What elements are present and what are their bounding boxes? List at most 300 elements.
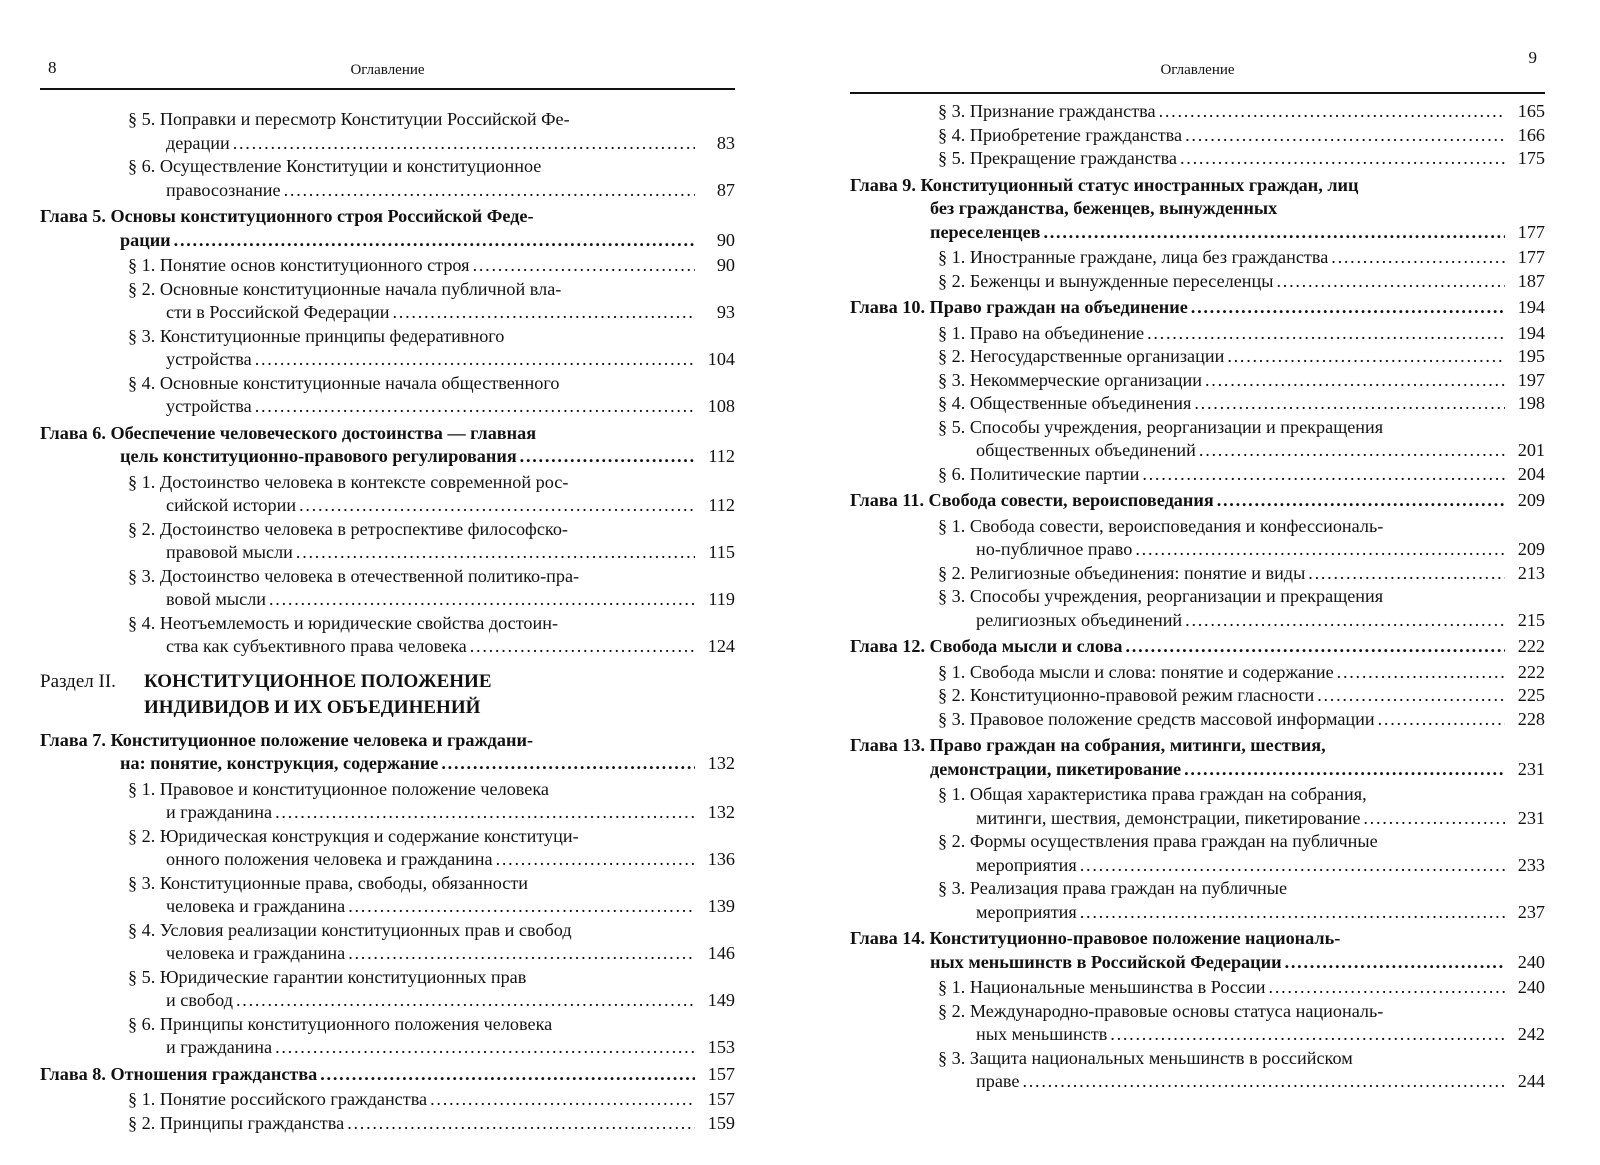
dot-leader	[299, 494, 695, 518]
toc-line	[166, 942, 735, 966]
toc-title-text: мероприятия	[976, 854, 1077, 875]
toc-line	[938, 976, 1545, 1000]
toc-section[interactable]	[128, 254, 735, 278]
toc-line	[128, 155, 735, 179]
header-rule	[850, 92, 1545, 94]
toc-page-number: 104	[707, 349, 735, 369]
toc-section[interactable]	[938, 246, 1545, 270]
toc-section[interactable]	[938, 585, 1545, 632]
toc-chapter[interactable]	[850, 174, 1545, 245]
toc-title-text: § 1. Национальные меньшинства в России	[938, 977, 1266, 997]
toc-line	[976, 439, 1545, 463]
toc-line	[930, 951, 1545, 975]
dot-leader	[1080, 854, 1505, 878]
toc-section[interactable]	[938, 1000, 1545, 1047]
toc-line	[938, 270, 1545, 294]
toc-section[interactable]	[938, 270, 1545, 294]
dot-leader	[1194, 392, 1505, 416]
toc-line	[850, 734, 1545, 758]
toc-line	[850, 927, 1545, 951]
toc-section[interactable]	[938, 100, 1545, 124]
toc-line	[128, 278, 735, 302]
dot-leader	[284, 179, 695, 203]
toc-title-text: § 3. Правовое положение средств массовой информации	[938, 708, 1375, 729]
dot-leader	[1205, 369, 1505, 393]
toc-line	[128, 872, 735, 896]
toc-line	[938, 830, 1545, 854]
toc-page-number: 201	[1517, 440, 1545, 460]
toc-line	[128, 565, 735, 589]
toc-title-text: § 2. Юридическая конструкция и содержание конституци-	[128, 825, 579, 846]
toc-line	[938, 783, 1545, 807]
toc-line	[120, 445, 735, 469]
toc-title-text: § 1. Достоинство человека в контексте современной рос-	[128, 471, 569, 492]
toc-line	[938, 369, 1545, 393]
toc-page-number: 93	[716, 302, 735, 322]
toc-title-text: мероприятия	[976, 901, 1077, 922]
toc-title-text: сийской истории	[166, 495, 297, 515]
toc-page-number: 153	[707, 1037, 735, 1057]
toc-section[interactable]	[128, 108, 735, 155]
toc-title-text: и гражданина	[166, 1037, 273, 1057]
toc-section[interactable]	[938, 345, 1545, 369]
toc-title-text: § 4. Неотъемлемость и юридические свойства достоин-	[128, 612, 559, 633]
toc-title-text: § 2. Принципы гражданства	[128, 1112, 345, 1133]
toc-line	[166, 395, 735, 419]
toc-title-text: но-публичное право	[976, 539, 1133, 559]
toc-line	[938, 515, 1545, 539]
toc-page-number: 240	[1517, 977, 1545, 997]
toc-page-number: 124	[707, 636, 735, 656]
toc-section[interactable]	[128, 1013, 735, 1060]
toc-page-number: 119	[708, 589, 735, 609]
toc-line	[938, 124, 1545, 148]
dot-leader	[1184, 758, 1505, 782]
toc-page-number: 209	[1517, 539, 1545, 559]
toc-line	[128, 1013, 735, 1037]
toc-title-text: § 2. Религиозные объединения: понятие и виды	[938, 562, 1306, 583]
toc-title-text: общественных объединений	[976, 440, 1196, 460]
toc-line	[128, 1112, 735, 1136]
toc-title-text: устройства	[166, 349, 252, 369]
toc-section[interactable]	[938, 708, 1545, 732]
toc-section[interactable]	[938, 416, 1545, 463]
toc-line	[850, 174, 1545, 198]
toc-line	[128, 966, 735, 990]
toc-line	[166, 132, 735, 156]
toc-title-text: § 4. Условия реализации конституционных прав и свобод	[128, 919, 572, 940]
toc-line	[166, 301, 735, 325]
toc-title-text: § 1. Свобода мысли и слова: понятие и содержание	[938, 661, 1334, 682]
dot-leader	[1142, 463, 1505, 487]
toc-title-text: § 2. Негосударственные организации	[938, 346, 1225, 366]
toc-title-text: § 5. Способы учреждения, реорганизации и прекращения	[938, 416, 1384, 437]
toc-line	[40, 1063, 735, 1087]
toc-line	[938, 1047, 1545, 1071]
toc-section[interactable]	[938, 830, 1545, 877]
toc-line	[976, 1070, 1545, 1094]
toc-page-number: 194	[1517, 322, 1545, 343]
dot-leader	[1043, 221, 1505, 245]
toc-title-text: § 2. Беженцы и вынужденные переселенцы	[938, 270, 1274, 291]
toc-line	[938, 100, 1545, 124]
toc-title-text: § 2. Основные конституционные начала публичной вла-	[128, 278, 562, 299]
toc-line	[166, 895, 735, 919]
toc-line	[144, 695, 735, 721]
right-page	[850, 0, 1545, 1165]
toc-section[interactable]	[128, 518, 735, 565]
toc-title-text: § 4. Приобретение гражданства	[938, 124, 1183, 145]
toc-list	[40, 108, 735, 1135]
toc-page-number: 175	[1517, 148, 1545, 168]
toc-page-number: 233	[1517, 854, 1545, 875]
dot-leader	[470, 635, 695, 659]
toc-chapter[interactable]	[850, 296, 1545, 320]
dot-leader	[393, 301, 695, 325]
toc-section[interactable]	[938, 322, 1545, 346]
dot-leader	[473, 254, 695, 278]
toc-page-number: 149	[707, 990, 735, 1010]
toc-page-number: 115	[708, 542, 735, 562]
toc-page-number: 197	[1517, 369, 1545, 390]
toc-title-text: человека и гражданина	[166, 896, 346, 916]
dot-leader	[269, 588, 695, 612]
toc-section[interactable]	[938, 562, 1545, 586]
toc-page-number: 244	[1517, 1071, 1545, 1091]
toc-title-text: и свобод	[166, 990, 233, 1010]
toc-line	[166, 1036, 735, 1060]
toc-title-text: § 3. Способы учреждения, реорганизации и прекращения	[938, 586, 1384, 606]
toc-page-number: 87	[716, 179, 735, 200]
toc-chapter[interactable]	[850, 489, 1545, 513]
toc-line	[938, 392, 1545, 416]
toc-page-number: 112	[708, 495, 735, 515]
toc-page-number: 240	[1517, 951, 1545, 972]
toc-title-text: ных меньшинств	[976, 1024, 1108, 1044]
toc-section[interactable]	[938, 392, 1545, 416]
toc-page-number: 112	[708, 446, 735, 466]
toc-title-text: § 2. Достоинство человека в ретроспективе философско-	[128, 518, 568, 539]
toc-title-text: онного положения человека и гражданина	[166, 849, 493, 869]
toc-page-number: 231	[1517, 807, 1545, 828]
toc-line	[930, 221, 1545, 245]
toc-page-number: 195	[1517, 346, 1545, 366]
toc-page-number: 166	[1517, 124, 1545, 145]
toc-list	[850, 100, 1545, 1094]
toc-title-text: ИНДИВИДОВ И ИХ ОБЪЕДИНЕНИЙ	[144, 696, 481, 718]
toc-page-number: 231	[1517, 758, 1545, 779]
toc-line	[976, 1023, 1545, 1047]
toc-section[interactable]	[128, 919, 735, 966]
toc-section[interactable]	[938, 684, 1545, 708]
dot-leader	[1217, 489, 1505, 513]
toc-line	[850, 635, 1545, 659]
toc-line	[40, 422, 735, 446]
toc-line	[128, 612, 735, 636]
toc-line	[128, 1088, 735, 1112]
toc-title-text: § 3. Достоинство человека в отечественной политико-пра-	[128, 565, 580, 586]
toc-title-text: и гражданина	[166, 802, 273, 822]
dot-leader	[1080, 901, 1505, 925]
toc-section[interactable]	[128, 155, 735, 202]
toc-page-number: 159	[707, 1112, 735, 1133]
toc-title-text: § 1. Понятие российского гражданства	[128, 1089, 428, 1109]
toc-title-text: § 3. Признание гражданства	[938, 101, 1156, 121]
toc-section[interactable]	[128, 872, 735, 919]
toc-line	[120, 229, 735, 253]
toc-section[interactable]	[938, 877, 1545, 924]
running-head-title: Оглавление	[1160, 62, 1235, 78]
toc-page-number: 215	[1517, 609, 1545, 630]
running-head-title: Оглавление	[350, 62, 425, 78]
toc-line	[938, 147, 1545, 171]
toc-section[interactable]	[128, 278, 735, 325]
toc-page-number: 136	[707, 849, 735, 869]
left-page	[40, 0, 735, 1165]
toc-title-text: § 1. Свобода совести, вероисповедания и конфессиональ-	[938, 515, 1384, 536]
toc-title-text: § 2. Конституционно-правовой режим гласности	[938, 685, 1315, 705]
toc-page-number: 83	[716, 132, 735, 153]
toc-section[interactable]	[128, 1088, 735, 1112]
toc-title-text: § 5. Прекращение гражданства	[938, 148, 1177, 168]
header-rule	[40, 88, 735, 90]
toc-title-text: Глава 13. Право граждан на собрания, митинги, шествия,	[850, 735, 1326, 755]
toc-part[interactable]	[40, 669, 735, 721]
toc-title-text: Глава 11. Свобода совести, вероисповедания	[850, 490, 1214, 510]
toc-line	[938, 345, 1545, 369]
toc-title-text: § 4. Основные конституционные начала общественного	[128, 372, 560, 393]
toc-title-text: демонстрации, пикетирование	[930, 758, 1182, 779]
dot-leader	[275, 801, 695, 825]
toc-line	[166, 348, 735, 372]
toc-section[interactable]	[938, 124, 1545, 148]
dot-leader	[1159, 100, 1505, 124]
toc-page-number: 228	[1517, 708, 1545, 729]
running-header	[850, 48, 1545, 82]
toc-title-text: вовой мысли	[166, 589, 267, 609]
toc-line	[976, 807, 1545, 831]
toc-line	[938, 708, 1545, 732]
toc-title-text: праве	[976, 1071, 1020, 1091]
toc-title-text: правосознание	[166, 179, 281, 200]
toc-title-text: § 3. Конституционные права, свободы, обязанности	[128, 872, 529, 893]
toc-line	[976, 609, 1545, 633]
dot-leader	[320, 1063, 695, 1087]
toc-section[interactable]	[938, 783, 1545, 830]
toc-title-text: КОНСТИТУЦИОННОЕ ПОЛОЖЕНИЕ	[144, 670, 492, 692]
toc-section[interactable]	[128, 325, 735, 372]
toc-title-text: без гражданства, беженцев, вынужденных	[930, 198, 1278, 218]
toc-page-number: 237	[1517, 901, 1545, 922]
toc-line	[938, 562, 1545, 586]
dot-leader	[347, 1112, 695, 1136]
toc-page-number: 165	[1517, 101, 1545, 121]
toc-title-text: § 2. Формы осуществления права граждан на публичные	[938, 831, 1378, 851]
toc-section[interactable]	[128, 471, 735, 518]
dot-leader	[1337, 661, 1505, 685]
toc-title-text: сти в Российской Федерации	[166, 302, 390, 322]
toc-title-text: § 5. Юридические гарантии конституционных прав	[128, 966, 527, 987]
toc-title-text: § 5. Поправки и пересмотр Конституции Российской Фе-	[128, 109, 570, 129]
toc-title-text: ных меньшинств в Российской Федерации	[930, 951, 1282, 972]
toc-title-text: устройства	[166, 396, 252, 416]
dot-leader	[1363, 807, 1505, 831]
toc-line	[930, 197, 1545, 221]
toc-line	[166, 989, 735, 1013]
toc-line	[128, 372, 735, 396]
toc-title-text: Глава 12. Свобода мысли и слова	[850, 636, 1123, 656]
toc-line	[40, 205, 735, 229]
page-number: 9	[1528, 48, 1537, 67]
part-label: Раздел II.	[40, 670, 116, 692]
toc-title-text: рации	[120, 229, 171, 250]
toc-title-text: § 2. Международно-правовые основы статуса националь-	[938, 1000, 1384, 1021]
dot-leader	[430, 1088, 695, 1112]
toc-section[interactable]	[938, 515, 1545, 562]
toc-section[interactable]	[938, 147, 1545, 171]
dot-leader	[255, 348, 695, 372]
toc-section[interactable]	[938, 661, 1545, 685]
toc-page-number: 213	[1517, 562, 1545, 583]
toc-title-text: Глава 9. Конституционный статус иностранных граждан, лиц	[850, 174, 1359, 195]
toc-line	[938, 416, 1545, 440]
dot-leader	[496, 848, 695, 872]
toc-line	[850, 296, 1545, 320]
toc-line	[166, 848, 735, 872]
toc-chapter[interactable]	[850, 734, 1545, 781]
toc-line	[128, 919, 735, 943]
toc-chapter[interactable]	[850, 635, 1545, 659]
toc-title-text: § 3. Некоммерческие организации	[938, 369, 1203, 390]
toc-page-number: 132	[707, 753, 735, 773]
toc-line	[938, 585, 1545, 609]
dot-leader	[233, 132, 695, 156]
toc-line	[938, 684, 1545, 708]
toc-title-text: Глава 8. Отношения гражданства	[40, 1063, 318, 1084]
toc-page-number: 157	[707, 1063, 735, 1084]
toc-page-number: 204	[1517, 463, 1545, 484]
toc-line	[128, 471, 735, 495]
toc-chapter[interactable]	[40, 422, 735, 469]
toc-chapter[interactable]	[40, 205, 735, 252]
toc-line	[166, 179, 735, 203]
toc-line	[40, 669, 735, 695]
toc-line	[938, 661, 1545, 685]
toc-line	[128, 518, 735, 542]
dot-leader	[174, 229, 695, 253]
dot-leader	[1110, 1023, 1505, 1047]
toc-section[interactable]	[938, 369, 1545, 393]
running-header	[40, 58, 735, 82]
dot-leader	[1378, 708, 1505, 732]
toc-title-text: религиозных объединений	[976, 609, 1183, 630]
dot-leader	[236, 989, 695, 1013]
toc-title-text: цель конституционно-правового регулирования	[120, 446, 517, 466]
toc-title-text: дерации	[166, 132, 230, 153]
toc-section[interactable]	[938, 463, 1545, 487]
toc-line	[166, 494, 735, 518]
toc-line	[128, 778, 735, 802]
toc-section[interactable]	[938, 976, 1545, 1000]
toc-page-number: 198	[1517, 393, 1545, 413]
toc-page-number: 132	[707, 802, 735, 822]
toc-section[interactable]	[128, 1112, 735, 1136]
toc-page-number: 90	[716, 229, 735, 250]
toc-title-text: § 6. Принципы конституционного положения человека	[128, 1013, 553, 1034]
dot-leader	[1227, 345, 1505, 369]
dot-leader	[1135, 538, 1505, 562]
dot-leader	[1331, 246, 1505, 270]
toc-section[interactable]	[938, 1047, 1545, 1094]
toc-section[interactable]	[128, 372, 735, 419]
toc-page-number: 146	[707, 943, 735, 963]
dot-leader	[520, 445, 695, 469]
toc-title-text: на: понятие, конструкция, содержание	[120, 753, 439, 773]
toc-title-text: § 6. Политические партии	[938, 463, 1140, 484]
toc-page-number: 225	[1517, 685, 1545, 705]
toc-title-text: § 1. Право на объединение	[938, 322, 1145, 343]
toc-section[interactable]	[128, 825, 735, 872]
toc-section[interactable]	[128, 966, 735, 1013]
toc-title-text: § 6. Осуществление Конституции и конституционное	[128, 156, 542, 176]
toc-chapter[interactable]	[40, 1063, 735, 1087]
dot-leader	[1276, 270, 1505, 294]
toc-section[interactable]	[128, 565, 735, 612]
toc-page-number: 177	[1517, 247, 1545, 267]
dot-leader	[1180, 147, 1505, 171]
toc-line	[976, 854, 1545, 878]
toc-page-number: 222	[1517, 661, 1545, 682]
toc-section[interactable]	[128, 778, 735, 825]
dot-leader	[296, 541, 695, 565]
toc-line	[166, 635, 735, 659]
dot-leader	[1126, 635, 1506, 659]
toc-chapter[interactable]	[850, 927, 1545, 974]
toc-line	[930, 758, 1545, 782]
toc-page-number: 242	[1517, 1024, 1545, 1044]
toc-title-text: § 1. Иностранные граждане, лица без гражданства	[938, 247, 1329, 267]
toc-line	[166, 588, 735, 612]
toc-chapter[interactable]	[40, 729, 735, 776]
toc-page-number: 90	[716, 255, 735, 275]
toc-title-text: Глава 14. Конституционно-правовое положение националь-	[850, 928, 1341, 948]
toc-title-text: переселенцев	[930, 221, 1041, 242]
toc-section[interactable]	[128, 612, 735, 659]
toc-line	[976, 538, 1545, 562]
toc-title-text: Глава 10. Право граждан на объединение	[850, 297, 1188, 317]
dot-leader	[1199, 439, 1505, 463]
toc-line	[128, 108, 735, 132]
toc-title-text: § 1. Общая характеристика права граждан на собрания,	[938, 784, 1367, 804]
toc-title-text: митинги, шествия, демонстрации, пикетирование	[976, 807, 1361, 828]
toc-line	[128, 825, 735, 849]
page-number: 8	[48, 58, 57, 77]
dot-leader	[1147, 322, 1505, 346]
toc-page-number: 194	[1517, 297, 1545, 317]
dot-leader	[1269, 976, 1505, 1000]
dot-leader	[255, 395, 695, 419]
toc-line	[128, 325, 735, 349]
toc-title-text: Глава 5. Основы конституционного строя Российской Феде-	[40, 206, 534, 226]
toc-page-number: 222	[1517, 636, 1545, 656]
dot-leader	[348, 942, 695, 966]
toc-line	[850, 489, 1545, 513]
toc-line	[40, 729, 735, 753]
toc-title-text: § 3. Конституционные принципы федеративного	[128, 325, 505, 346]
toc-line	[166, 541, 735, 565]
toc-line	[976, 901, 1545, 925]
toc-title-text: § 1. Правовое и конституционное положение человека	[128, 778, 549, 799]
